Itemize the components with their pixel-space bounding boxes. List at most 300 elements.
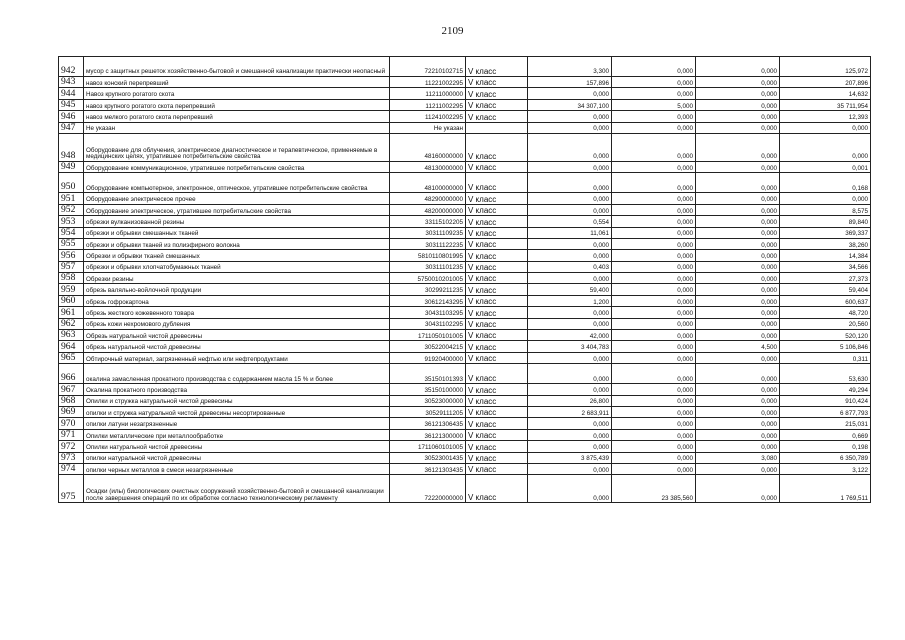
value-cell-4: 0,001 [780,161,871,172]
value-cell-4: 0,669 [780,429,871,440]
value-cell-2: 0,000 [612,441,696,452]
value-cell-4: 910,424 [780,395,871,406]
table-row [59,395,871,406]
value-cell-1: 0,000 [528,463,612,474]
fkko-code-cell: 35150101393 [390,364,466,384]
value-cell-3: 0,000 [696,273,780,284]
value-cell-4: 27,373 [780,273,871,284]
row-number-cell: 963 [59,330,84,341]
waste-name-cell: обрезь гофрокартона [84,295,390,306]
value-cell-4: 520,120 [780,330,871,341]
row-number-cell: 955 [59,238,84,249]
table-row [59,406,871,417]
waste-name-cell: обрезь кожи нехромового дубления [84,318,390,329]
value-cell-3: 0,000 [696,227,780,238]
table-row [59,318,871,329]
row-number-cell: 964 [59,341,84,352]
value-cell-1: 0,000 [528,475,612,503]
fkko-code-cell: 30612143295 [390,295,466,306]
value-cell-4: 0,168 [780,173,871,193]
value-cell-1: 0,000 [528,204,612,215]
value-cell-4: 0,000 [780,193,871,204]
hazard-class-cell: V класс [466,261,528,272]
row-number-cell: 948 [59,133,84,161]
value-cell-2: 0,000 [612,133,696,161]
row-number-cell: 962 [59,318,84,329]
value-cell-1: 0,000 [528,273,612,284]
table-row [59,295,871,306]
value-cell-4: 5 106,846 [780,341,871,352]
value-cell-3: 0,000 [696,284,780,295]
fkko-code-cell: 5810110801995 [390,250,466,261]
page-number: 2109 [441,25,464,37]
value-cell-2: 0,000 [612,238,696,249]
value-cell-1: 0,000 [528,111,612,122]
value-cell-2: 0,000 [612,57,696,77]
value-cell-1: 3 404,783 [528,341,612,352]
value-cell-2: 0,000 [612,384,696,395]
waste-name-cell: Опилки и стружка натуральной чистой древесины [84,395,390,406]
fkko-code-cell: 1711060101005 [390,441,466,452]
value-cell-3: 0,000 [696,318,780,329]
waste-name-cell: опилки натуральной чистой древесины [84,452,390,463]
value-cell-3: 0,000 [696,173,780,193]
value-cell-4: 49,294 [780,384,871,395]
hazard-class-cell: V класс [466,330,528,341]
value-cell-2: 0,000 [612,227,696,238]
value-cell-2: 0,000 [612,204,696,215]
row-number-cell: 975 [59,475,84,503]
value-cell-2: 0,000 [612,395,696,406]
fkko-code-cell: 36121303435 [390,463,466,474]
value-cell-3: 0,000 [696,99,780,110]
value-cell-2: 0,000 [612,77,696,88]
value-cell-4: 8,575 [780,204,871,215]
waste-name-cell: опилки и стружка натуральной чистой древесины несортированные [84,406,390,417]
fkko-code-cell: 5750010201005 [390,273,466,284]
hazard-class-cell: V класс [466,133,528,161]
value-cell-4: 215,031 [780,418,871,429]
table-body [59,57,871,503]
row-number-cell: 957 [59,261,84,272]
row-number-cell: 943 [59,77,84,88]
row-number-cell: 954 [59,227,84,238]
waste-name-cell: Обрезь натуральной чистой древесины [84,330,390,341]
value-cell-1: 0,000 [528,250,612,261]
value-cell-2: 5,000 [612,99,696,110]
value-cell-2: 0,000 [612,452,696,463]
value-cell-3: 0,000 [696,88,780,99]
table-row [59,122,871,133]
value-cell-2: 0,000 [612,216,696,227]
waste-name-cell: Обрезки и обрывки тканей смешанных [84,250,390,261]
row-number-cell: 945 [59,99,84,110]
row-number-cell: 970 [59,418,84,429]
value-cell-3: 0,000 [696,261,780,272]
hazard-class-cell: V класс [466,99,528,110]
value-cell-3: 0,000 [696,384,780,395]
waste-name-cell: обрезь жесткого кожевенного товара [84,307,390,318]
hazard-class-cell: V класс [466,273,528,284]
hazard-class-cell: V класс [466,295,528,306]
hazard-class-cell: V класс [466,173,528,193]
table-row [59,452,871,463]
waste-name-cell: Опилки натуральной чистой древесины [84,441,390,452]
value-cell-2: 0,000 [612,429,696,440]
value-cell-1: 0,000 [528,318,612,329]
hazard-class-cell: V класс [466,341,528,352]
table-row [59,418,871,429]
value-cell-3: 0,000 [696,418,780,429]
fkko-code-cell: 48290000000 [390,193,466,204]
value-cell-3: 0,000 [696,395,780,406]
value-cell-1: 3 875,439 [528,452,612,463]
value-cell-4: 6 350,789 [780,452,871,463]
waste-name-cell: Навоз крупного рогатого скота [84,88,390,99]
waste-name-cell: Оборудование компьютерное, электронное, оптическое, утратившее потребительские свойства [84,173,390,193]
waste-name-cell: Опилки металлические при металлообработке [84,429,390,440]
table-row [59,216,871,227]
hazard-class-cell: V класс [466,463,528,474]
value-cell-4: 369,337 [780,227,871,238]
table-row [59,441,871,452]
value-cell-1: 42,000 [528,330,612,341]
value-cell-1: 0,000 [528,173,612,193]
value-cell-2: 23 385,560 [612,475,696,503]
value-cell-3: 0,000 [696,193,780,204]
table-row [59,238,871,249]
hazard-class-cell: V класс [466,441,528,452]
row-number-cell: 972 [59,441,84,452]
value-cell-2: 0,000 [612,364,696,384]
table-row [59,429,871,440]
waste-name-cell: навоз конский перепревший [84,77,390,88]
row-number-cell: 969 [59,406,84,417]
value-cell-1: 11,061 [528,227,612,238]
value-cell-3: 0,000 [696,250,780,261]
fkko-code-cell: 11241002295 [390,111,466,122]
waste-name-cell: мусор с защитных решеток хозяйственно-бытовой и смешанной канализации практически неопасный [84,57,390,77]
row-number-cell: 971 [59,429,84,440]
value-cell-2: 0,000 [612,193,696,204]
table-row [59,341,871,352]
value-cell-1: 0,000 [528,441,612,452]
table-row [59,111,871,122]
value-cell-3: 0,000 [696,463,780,474]
fkko-code-cell: 33115102205 [390,216,466,227]
fkko-code-cell: 72210102715 [390,57,466,77]
value-cell-1: 0,000 [528,384,612,395]
hazard-class-cell: V класс [466,77,528,88]
waste-name-cell: Оборудование электрическое, утратившее потребительские свойства [84,204,390,215]
value-cell-4: 207,896 [780,77,871,88]
value-cell-3: 0,000 [696,77,780,88]
waste-name-cell: Осадки (илы) биологических очистных сооружений хозяйственно-бытовой и смешанной канализации после завершения операций по их обработке согласно технологическому регламенту [84,475,390,503]
row-number-cell: 947 [59,122,84,133]
value-cell-4: 0,198 [780,441,871,452]
row-number-cell: 942 [59,57,84,77]
value-cell-3: 0,000 [696,475,780,503]
value-cell-3: 0,000 [696,111,780,122]
table-row [59,173,871,193]
value-cell-1: 0,000 [528,133,612,161]
value-cell-1: 59,400 [528,284,612,295]
row-number-cell: 973 [59,452,84,463]
value-cell-2: 0,000 [612,295,696,306]
value-cell-4: 600,637 [780,295,871,306]
value-cell-4: 1 769,511 [780,475,871,503]
hazard-class-cell: V класс [466,418,528,429]
waste-name-cell: навоз мелкого рогатого скота перепревший [84,111,390,122]
table-row [59,384,871,395]
row-number-cell: 965 [59,352,84,363]
hazard-class-cell: V класс [466,250,528,261]
value-cell-3: 0,000 [696,204,780,215]
value-cell-4: 89,840 [780,216,871,227]
value-cell-2: 0,000 [612,111,696,122]
hazard-class-cell: V класс [466,216,528,227]
value-cell-1: 0,000 [528,238,612,249]
row-number-cell: 953 [59,216,84,227]
value-cell-2: 0,000 [612,406,696,417]
fkko-code-cell: 48130000000 [390,161,466,172]
hazard-class-cell: V класс [466,395,528,406]
value-cell-3: 0,000 [696,295,780,306]
table-row [59,133,871,161]
value-cell-3: 0,000 [696,307,780,318]
table-row [59,88,871,99]
row-number-cell: 949 [59,161,84,172]
fkko-code-cell: 30522004215 [390,341,466,352]
value-cell-4: 20,560 [780,318,871,329]
table-row [59,161,871,172]
fkko-code-cell: 35150100000 [390,384,466,395]
value-cell-4: 35 711,954 [780,99,871,110]
fkko-code-cell: 30311122235 [390,238,466,249]
waste-table [58,56,871,503]
table-row [59,77,871,88]
hazard-class-cell: V класс [466,452,528,463]
value-cell-4: 38,260 [780,238,871,249]
waste-name-cell: Не указан [84,122,390,133]
waste-name-cell: Оборудование электрическое прочее [84,193,390,204]
waste-name-cell: опилки латуни незагрязненные [84,418,390,429]
hazard-class-cell: V класс [466,57,528,77]
table-row [59,261,871,272]
waste-name-cell: навоз крупного рогатого скота перепревший [84,99,390,110]
fkko-code-cell: 48100000000 [390,173,466,193]
waste-name-cell: обрезки и обрывки смешанных тканей [84,227,390,238]
waste-name-cell: Обрезки резины [84,273,390,284]
table-row [59,463,871,474]
table-row [59,193,871,204]
value-cell-4: 0,311 [780,352,871,363]
value-cell-1: 0,000 [528,122,612,133]
waste-name-cell: обрезки и обрывки хлопчатобумажных тканей [84,261,390,272]
fkko-code-cell: Не указан [390,122,466,133]
fkko-code-cell: 11221002295 [390,77,466,88]
table-row [59,352,871,363]
hazard-class-cell: V класс [466,204,528,215]
value-cell-3: 0,000 [696,57,780,77]
row-number-cell: 944 [59,88,84,99]
value-cell-3: 0,000 [696,352,780,363]
table-row [59,273,871,284]
value-cell-2: 0,000 [612,161,696,172]
row-number-cell: 967 [59,384,84,395]
value-cell-3: 0,000 [696,406,780,417]
value-cell-2: 0,000 [612,261,696,272]
fkko-code-cell: 30431103295 [390,307,466,318]
waste-name-cell: окалина замасленная прокатного производства с содержанием масла 15 % и более [84,364,390,384]
row-number-cell: 960 [59,295,84,306]
table-row [59,475,871,503]
table-row [59,307,871,318]
value-cell-2: 0,000 [612,250,696,261]
table-row [59,284,871,295]
value-cell-3: 0,000 [696,330,780,341]
fkko-code-cell: 91920400000 [390,352,466,363]
value-cell-1: 0,000 [528,88,612,99]
value-cell-3: 0,000 [696,216,780,227]
fkko-code-cell: 30311101235 [390,261,466,272]
hazard-class-cell: V класс [466,307,528,318]
value-cell-1: 0,000 [528,418,612,429]
value-cell-2: 0,000 [612,88,696,99]
value-cell-1: 0,403 [528,261,612,272]
value-cell-3: 4,500 [696,341,780,352]
row-number-cell: 946 [59,111,84,122]
hazard-class-cell: V класс [466,111,528,122]
waste-name-cell: обрезки и обрывки тканей из полиэфирного волокна [84,238,390,249]
hazard-class-cell [466,122,528,133]
hazard-class-cell: V класс [466,384,528,395]
waste-name-cell: обрезь валяльно-войлочной продукции [84,284,390,295]
waste-name-cell: Окалина прокатного производства [84,384,390,395]
value-cell-1: 0,000 [528,161,612,172]
value-cell-1: 0,000 [528,364,612,384]
hazard-class-cell: V класс [466,238,528,249]
hazard-class-cell: V класс [466,475,528,503]
value-cell-4: 48,720 [780,307,871,318]
fkko-code-cell: 30529111205 [390,406,466,417]
value-cell-2: 0,000 [612,341,696,352]
row-number-cell: 961 [59,307,84,318]
hazard-class-cell: V класс [466,161,528,172]
fkko-code-cell: 30431102295 [390,318,466,329]
value-cell-1: 0,554 [528,216,612,227]
waste-name-cell: Обтирочный материал, загрязненный нефтью или нефтепродуктами [84,352,390,363]
value-cell-2: 0,000 [612,173,696,193]
value-cell-2: 0,000 [612,307,696,318]
value-cell-4: 12,393 [780,111,871,122]
value-cell-3: 0,000 [696,364,780,384]
fkko-code-cell: 30523001435 [390,452,466,463]
row-number-cell: 950 [59,173,84,193]
value-cell-4: 6 877,793 [780,406,871,417]
value-cell-4: 14,384 [780,250,871,261]
fkko-code-cell: 11211002295 [390,99,466,110]
row-number-cell: 952 [59,204,84,215]
waste-name-cell: Оборудование для облучения, электрическое диагностическое и терапевтическое, применяемые в медицинских целях, утратившее потребительские свойства [84,133,390,161]
value-cell-2: 0,000 [612,330,696,341]
value-cell-2: 0,000 [612,418,696,429]
value-cell-2: 0,000 [612,273,696,284]
value-cell-1: 34 307,100 [528,99,612,110]
fkko-code-cell: 36121306435 [390,418,466,429]
value-cell-4: 34,566 [780,261,871,272]
fkko-code-cell: 11211000000 [390,88,466,99]
waste-name-cell: обрезь натуральной чистой древесины [84,341,390,352]
hazard-class-cell: V класс [466,364,528,384]
row-number-cell: 968 [59,395,84,406]
value-cell-4: 53,630 [780,364,871,384]
value-cell-4: 0,000 [780,133,871,161]
value-cell-1: 0,000 [528,352,612,363]
table-row [59,330,871,341]
value-cell-3: 0,000 [696,161,780,172]
value-cell-1: 157,896 [528,77,612,88]
table-row [59,364,871,384]
row-number-cell: 951 [59,193,84,204]
value-cell-1: 0,000 [528,307,612,318]
waste-name-cell: опилки черных металлов в смеси незагрязненные [84,463,390,474]
waste-name-cell: Оборудование коммуникационное, утратившее потребительские свойства [84,161,390,172]
fkko-code-cell: 1711050101005 [390,330,466,341]
fkko-code-cell: 30299211235 [390,284,466,295]
value-cell-4: 14,632 [780,88,871,99]
value-cell-3: 0,000 [696,133,780,161]
value-cell-1: 0,000 [528,193,612,204]
hazard-class-cell: V класс [466,193,528,204]
value-cell-4: 59,404 [780,284,871,295]
value-cell-3: 3,080 [696,452,780,463]
row-number-cell: 974 [59,463,84,474]
hazard-class-cell: V класс [466,429,528,440]
value-cell-1: 2 683,911 [528,406,612,417]
hazard-class-cell: V класс [466,227,528,238]
value-cell-2: 0,000 [612,318,696,329]
hazard-class-cell: V класс [466,406,528,417]
fkko-code-cell: 72220000000 [390,475,466,503]
row-number-cell: 956 [59,250,84,261]
value-cell-2: 0,000 [612,352,696,363]
value-cell-3: 0,000 [696,122,780,133]
table-row [59,204,871,215]
value-cell-3: 0,000 [696,238,780,249]
hazard-class-cell: V класс [466,318,528,329]
fkko-code-cell: 36121300000 [390,429,466,440]
value-cell-2: 0,000 [612,463,696,474]
value-cell-1: 26,800 [528,395,612,406]
value-cell-1: 3,300 [528,57,612,77]
row-number-cell: 966 [59,364,84,384]
value-cell-1: 0,000 [528,429,612,440]
row-number-cell: 958 [59,273,84,284]
value-cell-4: 0,000 [780,122,871,133]
hazard-class-cell: V класс [466,352,528,363]
fkko-code-cell: 48200000000 [390,204,466,215]
value-cell-4: 125,972 [780,57,871,77]
table-row [59,99,871,110]
table-row [59,250,871,261]
hazard-class-cell: V класс [466,88,528,99]
row-number-cell: 959 [59,284,84,295]
waste-name-cell: обрезки вулканизованной резины [84,216,390,227]
value-cell-3: 0,000 [696,441,780,452]
hazard-class-cell: V класс [466,284,528,295]
value-cell-1: 1,200 [528,295,612,306]
